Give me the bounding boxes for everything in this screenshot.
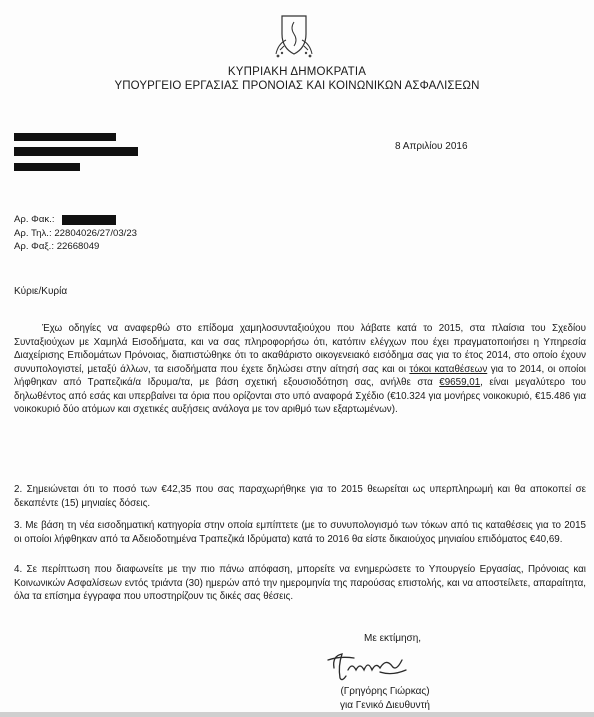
paragraph-1 [14,322,586,417]
country-heading: ΚΥΠΡΙΑΚΗ ΔΗΜΟΚΡΑΤΙΑ [227,66,367,78]
paragraph-2: 2. Σημειώνεται ότι το ποσό των €42,35 που σας παραχωρήθηκε για το 2015 θεωρείται ως υπερπληρωμή και θα αποκοπεί σε δεκαπέντε (15) μηνιαίες δόσεις. [14,484,586,509]
redacted-recipient-line-3 [14,163,80,171]
file-number-row [14,213,137,227]
letter-date: 8 Απριλίου 2016 [395,141,468,152]
paragraph-4: 4. Σε περίπτωση που διαφωνείτε με την πιο πάνω απόφαση, μπορείτε να ενημερώσετε το Υπουργείο Εργασίας, Πρόνοιας και Κοινωνικών Ασφαλίσεων εντός τριάντα (30) ημερών από την ημερομηνία της παρούσας επιστολής, και να αποστείλετε, απαραίτητα, όλα τα επίσημα έγγραφα που υποστηρίζουν τις δικές σας θέσεις. [14,564,586,602]
paragraph-1-underlined-deposit-interest: τόκοι καταθέσεων [409,363,488,375]
file-number-label: Αρ. Φακ.: [14,214,55,225]
salutation: Κύριε/Κυρία [14,286,68,297]
redacted-file-number [62,215,116,225]
fax-value: 22668049 [56,241,100,252]
closing-phrase: Με εκτίμηση, [364,633,422,644]
phone-value: 22804026/27/03/23 [54,227,138,239]
fax-row [14,240,137,254]
paragraph-1-text-b: για το 2014, οι οποίοι λήφθηκαν από Τραπεζικά/α Ιδρυμα/τα, με βάση σχετική εξουσιοδότηση σας, ανήλθε στα [14,363,586,388]
coat-of-arms-icon [272,10,316,60]
redacted-recipient-line-1 [14,133,116,141]
fax-label: Αρ. Φαξ.: [14,241,55,252]
paragraph-1-text-c: , είναι μεγαλύτερο του δηλωθέντος από εσάς και υπερβαίνει τα όρια που ορίζονται στο υπό αναφορά Σχέδιο (€10.324 για μονήρες νοικοκυριό, €15.486 για νοικοκυριό δύο ατόμων και σχετικές αυξήσεις ανάλογα με τον αριθμό των εξαρτωμένων). [14,377,586,415]
paragraph-3: 3. Με βάση τη νέα εισοδηματική κατηγορία στην οποία εμπίπτετε (με το συνυπολογισμό των τόκων από τις καταθέσεις για το 2015 οι οποίοι λήφθηκαν από τα Αδειοδοτημένα Τραπεζικά Ιδρύματα) κατά το 2016 θα είστε δικαιούχος μηνιαίου επιδόματος €40,69. [14,520,586,545]
handwritten-signature [320,648,420,684]
ministry-heading: ΥΠΟΥΡΓΕΙΟ ΕΡΓΑΣΙΑΣ ΠΡΟΝΟΙΑΣ ΚΑΙ ΚΟΙΝΩΝΙΚΩΝ ΑΣΦΑΛΙΣΕΩΝ [114,80,480,92]
paragraph-1-underlined-amount: €9659,01 [439,377,481,388]
reference-block [14,213,137,254]
redacted-recipient-line-2 [14,147,138,156]
phone-row [14,227,137,241]
phone-label: Αρ. Τηλ.: [14,227,52,239]
signatory-name: (Γρηγόρης Γιώρκας) [340,686,430,697]
paragraph-1-text-a: Έχω οδηγίες να αναφερθώ στο επίδομα χαμηλοσυνταξιούχου που λάβατε κατά το 2015, στα πλαίσια του Σχεδίου Συνταξιούχων με Χαμηλά Εισοδήματα, και να σας πληροφορήσω ότι, κατόπιν ελέγχων που έχει πραγματοποιήσει η Υπηρεσία Διαχείρισης Επιδομάτων Πρόνοιας, διαπιστώθηκε ότι το ακαθάριστο οικογενειακό εισόδημα σας για το έτος 2014, στο οποίο έχουν συνυπολογιστεί, μεταξύ άλλων, τα εισοδήματα που έχετε δηλώσει στην αίτησή σας και οι [14,323,586,375]
scan-bottom-edge [0,712,594,717]
signatory-role: για Γενικό Διευθυντή [339,700,430,711]
